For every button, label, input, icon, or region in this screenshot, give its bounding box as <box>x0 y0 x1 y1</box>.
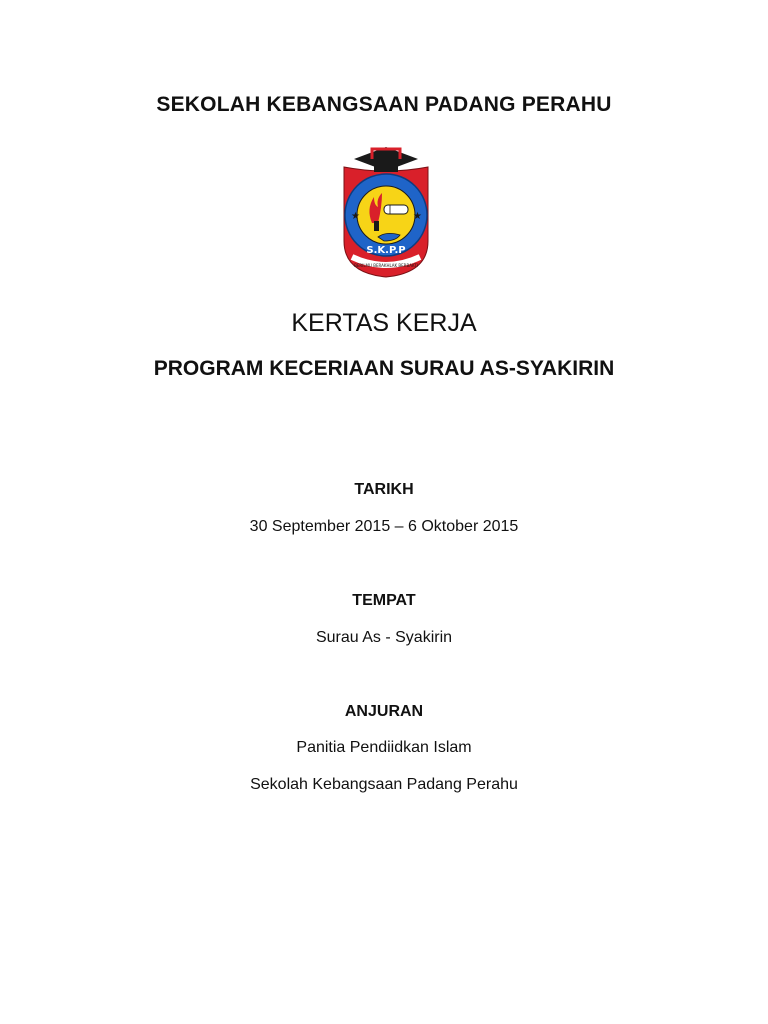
anjuran-label: ANJURAN <box>344 703 424 720</box>
tempat-label: TEMPAT <box>352 592 416 609</box>
crest-initials: S.K.P.P <box>366 245 406 256</box>
tarikh-label: TARIKH <box>354 481 414 498</box>
star-icon: ★ <box>351 211 360 222</box>
anjuran-organizer: Panitia Pendiidkan Islam <box>296 739 472 756</box>
scroll-icon <box>384 205 408 214</box>
anjuran-school: Sekolah Kebangsaan Padang Perahu <box>250 776 518 793</box>
document-title: KERTAS KERJA <box>291 309 477 337</box>
star-icon: ★ <box>413 211 422 222</box>
school-crest-icon <box>338 145 434 281</box>
tempat-value: Surau As - Syakirin <box>315 629 453 646</box>
program-title: PROGRAM KECERIAAN SURAU AS-SYAKIRIN <box>153 357 615 380</box>
school-name: SEKOLAH KEBANGSAAN PADANG PERAHU <box>156 93 612 116</box>
tarikh-value: 30 September 2015 – 6 Oktober 2015 <box>249 518 519 535</box>
crest-motto: BERILMU BERAKHLAK BERBAKTI <box>354 263 418 268</box>
